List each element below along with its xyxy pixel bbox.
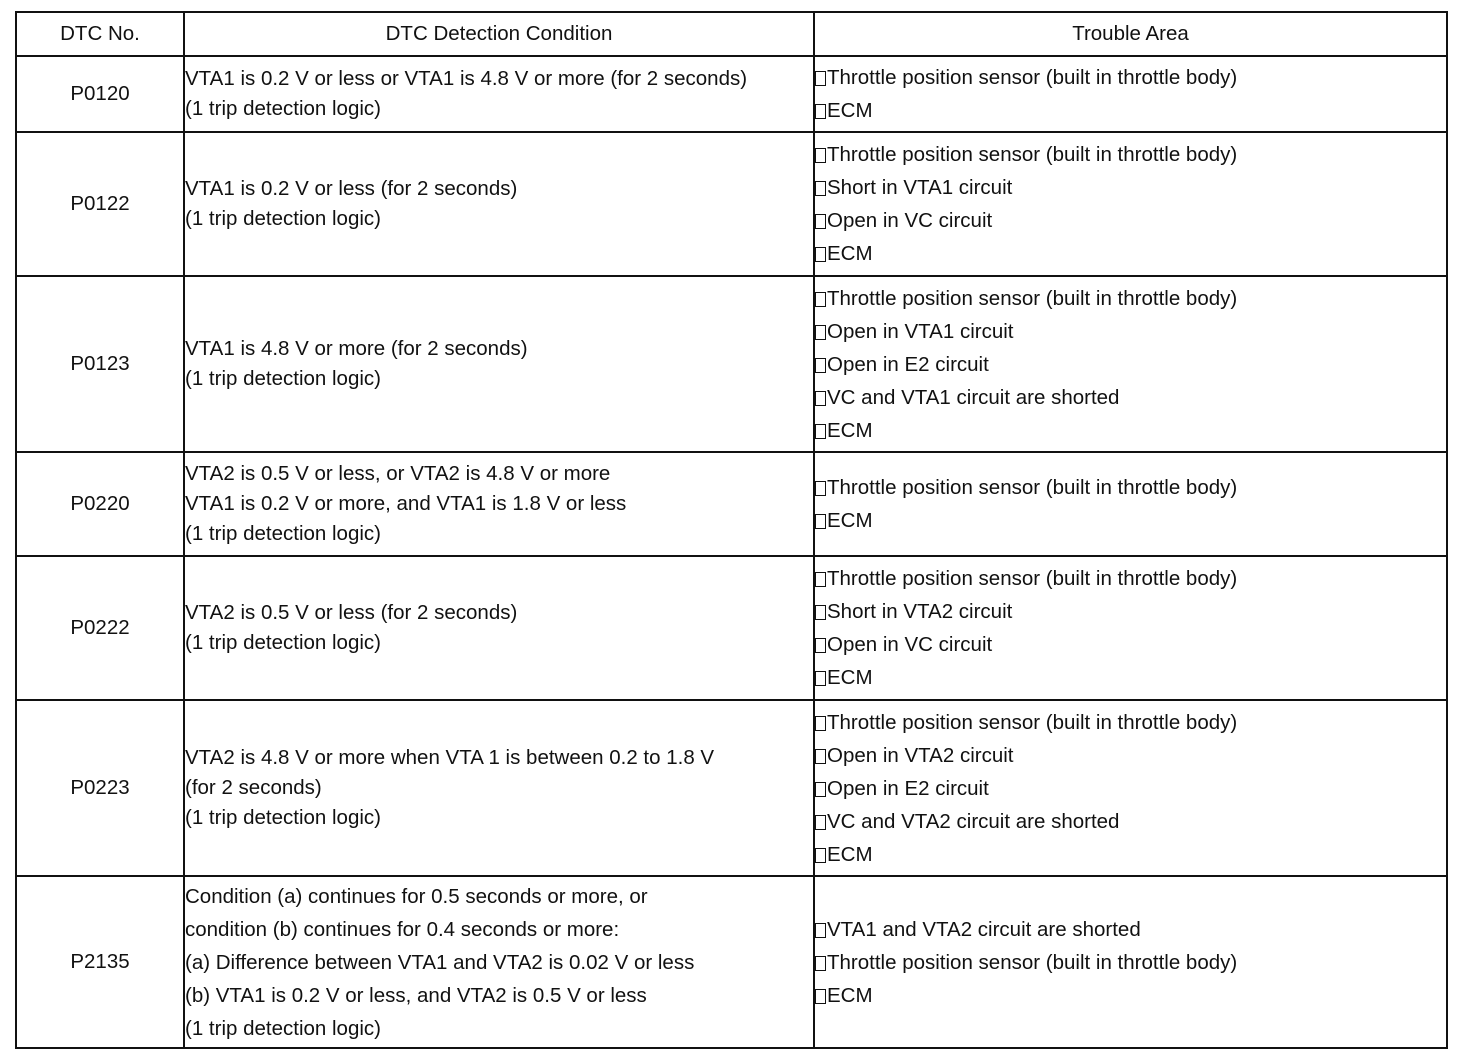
condition-line: VTA2 is 0.5 V or less, or VTA2 is 4.8 V or more: [185, 462, 611, 485]
checkbox-square-icon: [815, 214, 826, 229]
checkbox-square-icon: [815, 514, 826, 529]
checkbox-square-icon: [815, 815, 826, 830]
trouble-area-text: Open in VTA2 circuit: [827, 743, 1014, 767]
condition-line: VTA2 is 0.5 V or less (for 2 seconds): [185, 601, 518, 624]
condition-line: VTA1 is 0.2 V or more, and VTA1 is 1.8 V or less: [185, 492, 627, 515]
trouble-area-text: Throttle position sensor (built in throttle body): [827, 66, 1238, 89]
condition-line: (1 trip detection logic): [185, 631, 381, 654]
checkbox-square-icon: [815, 572, 826, 587]
condition-line: VTA1 is 4.8 V or more (for 2 seconds): [185, 337, 528, 360]
checkbox-square-icon: [815, 638, 826, 653]
checkbox-square-icon: [815, 671, 826, 686]
dtc-code-cell: P2135: [16, 876, 184, 1048]
checkbox-square-icon: [815, 292, 826, 307]
checkbox-square-icon: [815, 424, 826, 439]
trouble-area-text: ECM: [827, 418, 873, 442]
table-row: [16, 556, 1447, 700]
trouble-area-item: [815, 772, 1446, 805]
trouble-area-text: Short in VTA2 circuit: [827, 600, 1013, 623]
checkbox-square-icon: [815, 782, 826, 797]
trouble-area-item: [815, 171, 1446, 204]
trouble-area-cell: [814, 56, 1447, 132]
trouble-area-item: [815, 414, 1446, 447]
trouble-area-text: ECM: [827, 99, 873, 122]
trouble-area-item: [815, 706, 1446, 739]
trouble-area-text: ECM: [827, 983, 873, 1007]
checkbox-square-icon: [815, 923, 826, 938]
trouble-area-text: Open in VC circuit: [827, 633, 993, 656]
trouble-area-text: VC and VTA1 circuit are shorted: [827, 385, 1120, 409]
checkbox-square-icon: [815, 716, 826, 731]
condition-line: (1 trip detection logic): [185, 1016, 381, 1040]
dtc-code-cell: P0120: [16, 56, 184, 132]
checkbox-square-icon: [815, 181, 826, 196]
trouble-area-item: [815, 138, 1446, 171]
trouble-area-item: [815, 739, 1446, 772]
trouble-area-cell: [814, 700, 1447, 876]
table-header-row: [16, 12, 1447, 56]
condition-line: (1 trip detection logic): [185, 806, 381, 829]
detection-condition-cell: [184, 876, 814, 1048]
trouble-area-item: [815, 315, 1446, 348]
table-row: [16, 452, 1447, 556]
trouble-area-text: Throttle position sensor (built in throttle body): [827, 286, 1238, 310]
trouble-area-cell: [814, 132, 1447, 276]
trouble-area-text: Throttle position sensor (built in throttle body): [827, 567, 1238, 590]
condition-line: (1 trip detection logic): [185, 522, 381, 545]
dtc-code-cell: P0223: [16, 700, 184, 876]
checkbox-square-icon: [815, 605, 826, 620]
trouble-area-text: ECM: [827, 666, 873, 689]
detection-condition-cell: [184, 452, 814, 556]
condition-line: VTA1 is 0.2 V or less (for 2 seconds): [185, 177, 518, 200]
trouble-area-text: Throttle position sensor (built in throttle body): [827, 476, 1238, 499]
condition-line: (for 2 seconds): [185, 776, 322, 799]
condition-line: (a) Difference between VTA1 and VTA2 is 0.02 V or less: [185, 950, 695, 974]
trouble-area-cell: [814, 876, 1447, 1048]
trouble-area-text: Throttle position sensor (built in throttle body): [827, 950, 1238, 974]
trouble-area-item: [815, 94, 1446, 127]
trouble-area-item: [815, 237, 1446, 270]
trouble-area-text: VTA1 and VTA2 circuit are shorted: [827, 917, 1141, 941]
trouble-area-text: Throttle position sensor (built in throttle body): [827, 710, 1238, 734]
detection-condition-cell: [184, 276, 814, 452]
table-row: [16, 876, 1447, 1048]
dtc-code-cell: P0222: [16, 556, 184, 700]
trouble-area-text: VC and VTA2 circuit are shorted: [827, 809, 1120, 833]
condition-line: (b) VTA1 is 0.2 V or less, and VTA2 is 0.5 V or less: [185, 983, 647, 1007]
dtc-code-cell: P0220: [16, 452, 184, 556]
header-detection-condition: DTC Detection Condition: [184, 12, 814, 56]
checkbox-square-icon: [815, 481, 826, 496]
detection-condition-cell: [184, 556, 814, 700]
trouble-area-item: [815, 562, 1446, 595]
trouble-area-cell: [814, 276, 1447, 452]
trouble-area-text: Short in VTA1 circuit: [827, 176, 1013, 199]
trouble-area-text: ECM: [827, 842, 873, 866]
detection-condition-cell: [184, 700, 814, 876]
condition-line: VTA2 is 4.8 V or more when VTA 1 is between 0.2 to 1.8 V: [185, 746, 715, 769]
trouble-area-text: Open in VC circuit: [827, 209, 993, 232]
trouble-area-cell: [814, 556, 1447, 700]
trouble-area-item: [815, 381, 1446, 414]
trouble-area-item: [815, 979, 1446, 1012]
trouble-area-text: Open in E2 circuit: [827, 352, 989, 376]
trouble-area-cell: [814, 452, 1447, 556]
checkbox-square-icon: [815, 71, 826, 86]
checkbox-square-icon: [815, 956, 826, 971]
trouble-area-item: [815, 628, 1446, 661]
dtc-table: [15, 11, 1448, 1049]
table-body: [16, 56, 1447, 1048]
dtc-code-cell: P0123: [16, 276, 184, 452]
trouble-area-text: ECM: [827, 242, 873, 265]
detection-condition-cell: [184, 56, 814, 132]
trouble-area-item: [815, 348, 1446, 381]
trouble-area-item: [815, 204, 1446, 237]
header-trouble-area: Trouble Area: [814, 12, 1447, 56]
trouble-area-item: [815, 946, 1446, 979]
trouble-area-item: [815, 61, 1446, 94]
trouble-area-text: Throttle position sensor (built in throttle body): [827, 143, 1238, 166]
trouble-area-item: [815, 805, 1446, 838]
checkbox-square-icon: [815, 325, 826, 340]
table-row: [16, 132, 1447, 276]
dtc-code-cell: P0122: [16, 132, 184, 276]
checkbox-square-icon: [815, 104, 826, 119]
condition-line: (1 trip detection logic): [185, 97, 381, 120]
condition-line: (1 trip detection logic): [185, 367, 381, 390]
condition-line: VTA1 is 0.2 V or less or VTA1 is 4.8 V or more (for 2 seconds): [185, 67, 748, 90]
trouble-area-item: [815, 661, 1446, 694]
trouble-area-item: [815, 838, 1446, 871]
table-row: [16, 700, 1447, 876]
trouble-area-text: ECM: [827, 509, 873, 532]
trouble-area-item: [815, 504, 1446, 537]
condition-line: (1 trip detection logic): [185, 207, 381, 230]
checkbox-square-icon: [815, 148, 826, 163]
table-row: [16, 276, 1447, 452]
checkbox-square-icon: [815, 989, 826, 1004]
trouble-area-text: Open in E2 circuit: [827, 776, 989, 800]
condition-line: condition (b) continues for 0.4 seconds or more:: [185, 917, 620, 941]
condition-line: Condition (a) continues for 0.5 seconds or more, or: [185, 884, 648, 908]
trouble-area-item: [815, 595, 1446, 628]
table-row: [16, 56, 1447, 132]
trouble-area-item: [815, 913, 1446, 946]
header-dtc-no: DTC No.: [16, 12, 184, 56]
trouble-area-text: Open in VTA1 circuit: [827, 319, 1014, 343]
checkbox-square-icon: [815, 848, 826, 863]
checkbox-square-icon: [815, 391, 826, 406]
checkbox-square-icon: [815, 749, 826, 764]
trouble-area-item: [815, 282, 1446, 315]
checkbox-square-icon: [815, 247, 826, 262]
checkbox-square-icon: [815, 358, 826, 373]
detection-condition-cell: [184, 132, 814, 276]
trouble-area-item: [815, 471, 1446, 504]
